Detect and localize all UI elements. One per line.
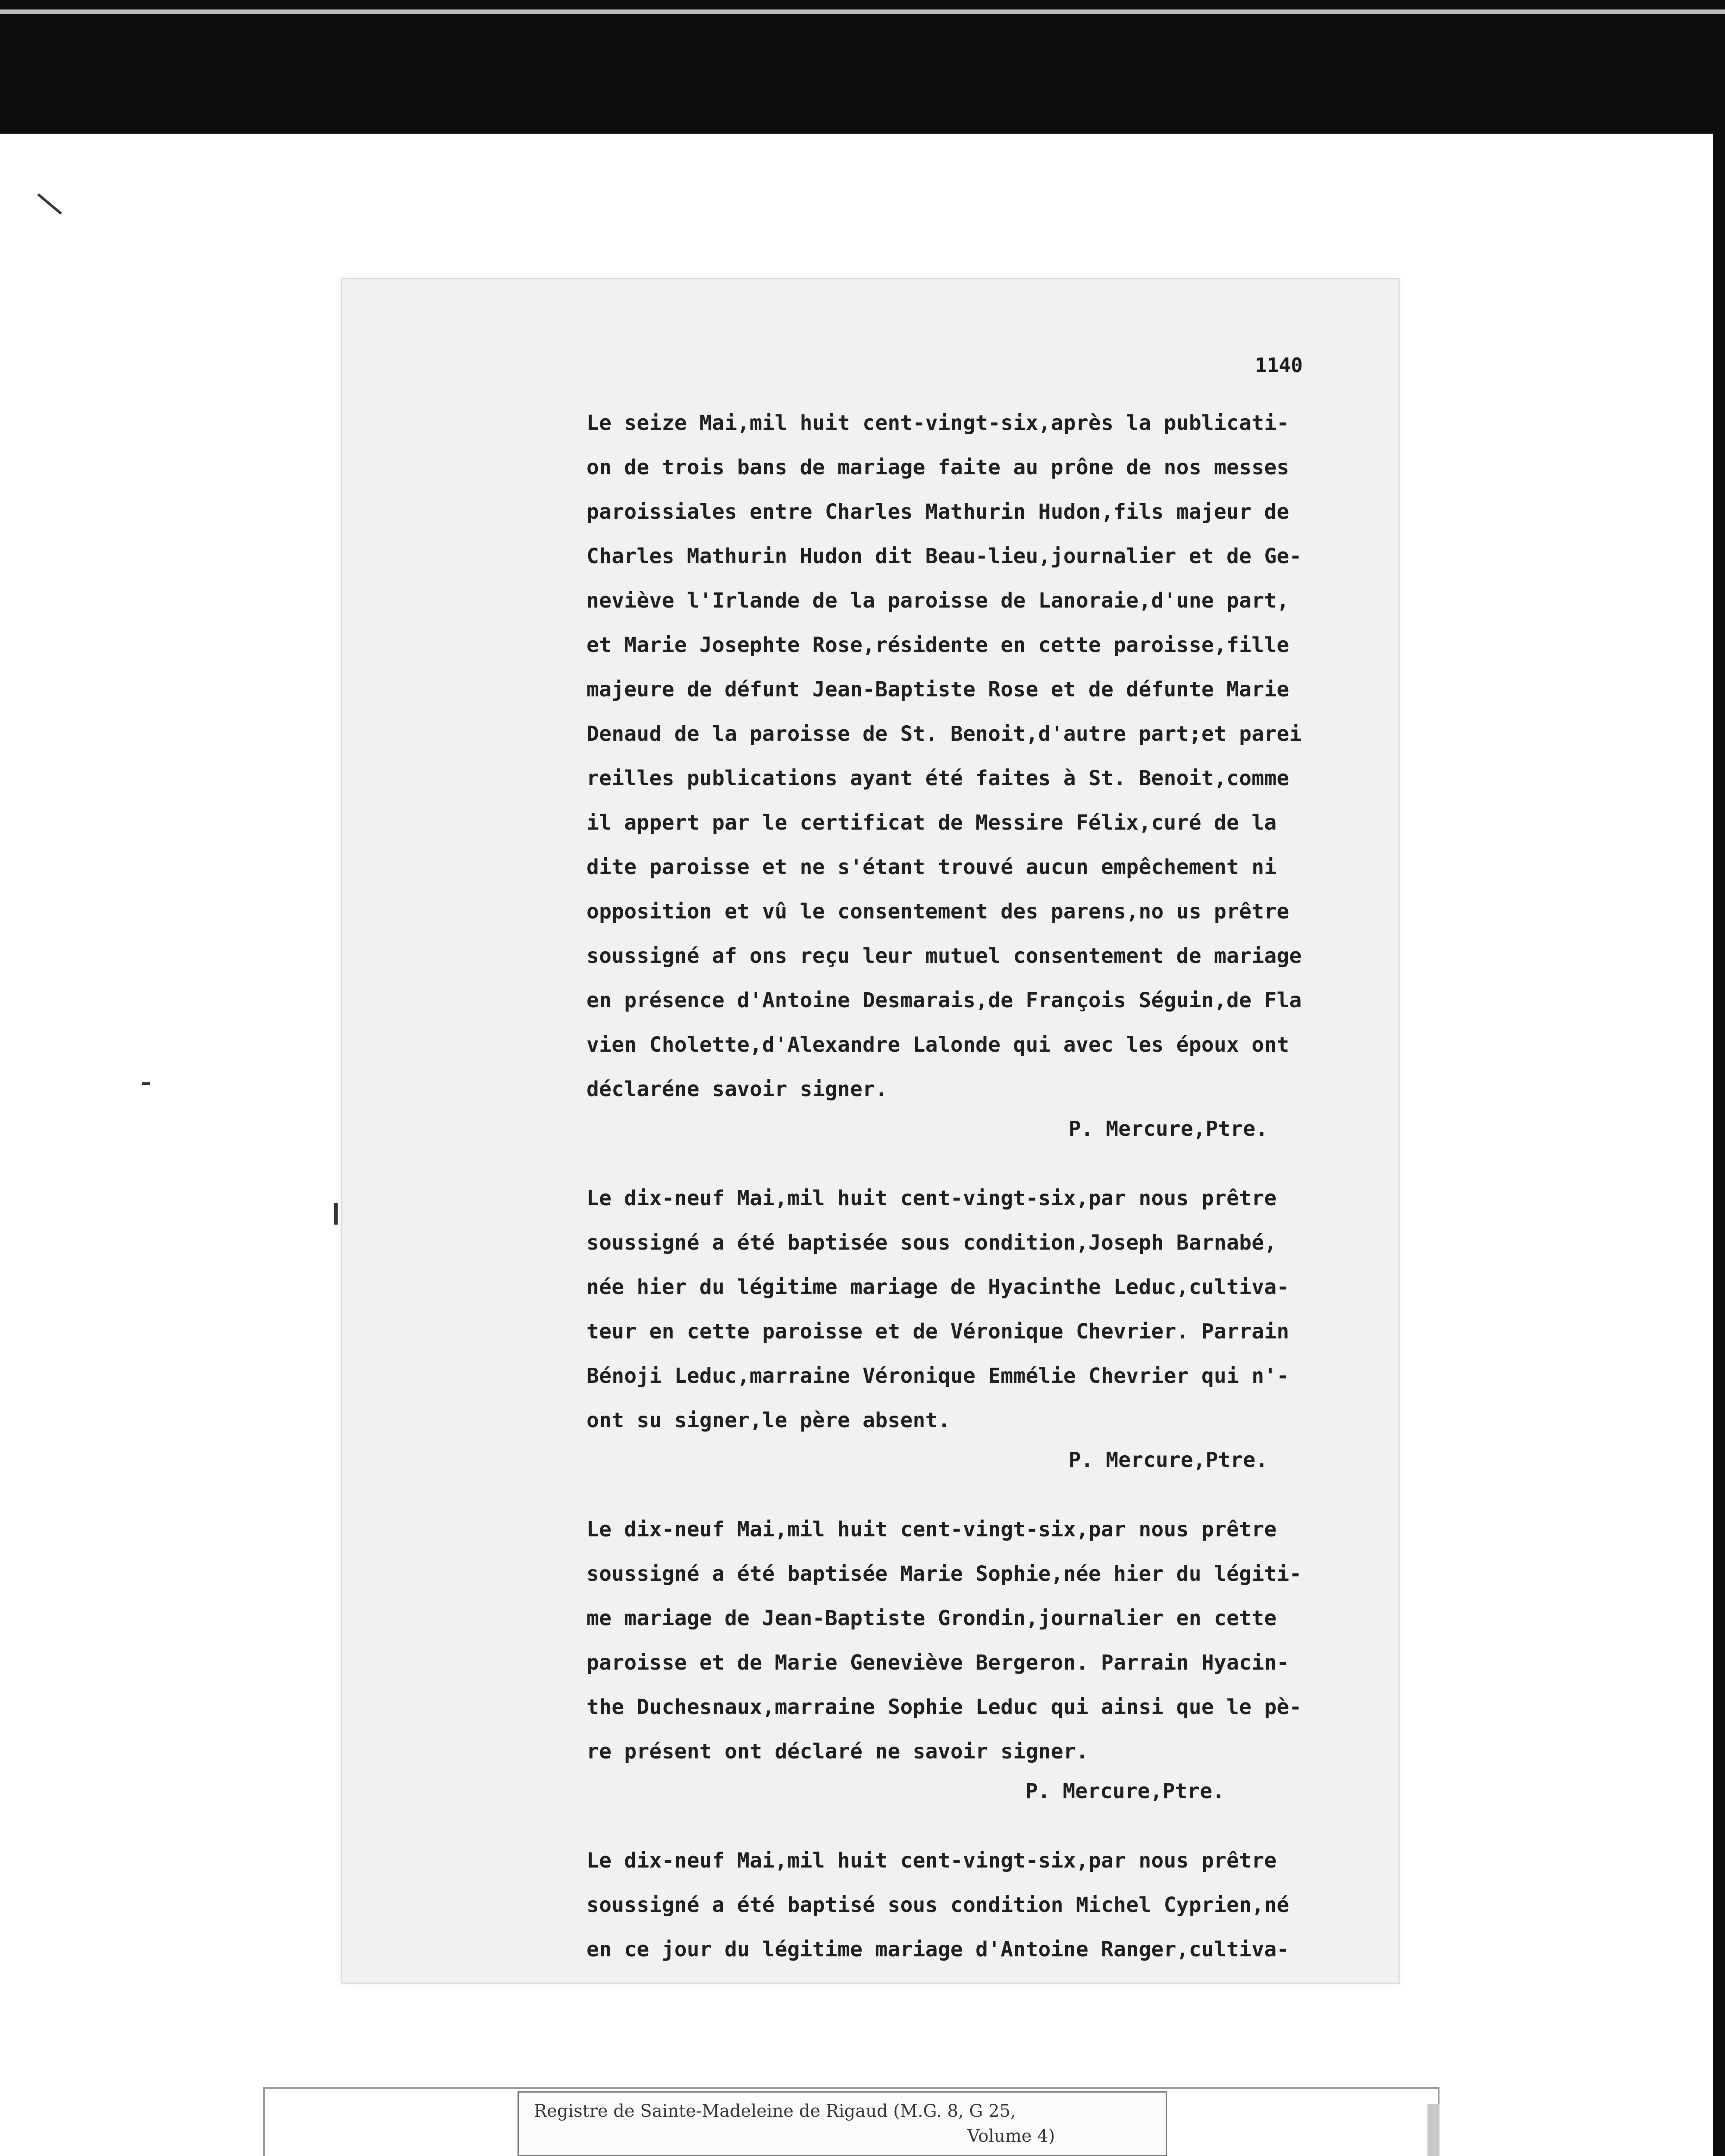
text-line: Le dix-neuf Mai,mil huit cent-vingt-six,par nous prêtre xyxy=(586,1186,1277,1210)
text-line: soussigné af ons reçu leur mutuel consentement de mariage xyxy=(586,944,1302,968)
text-line: Charles Mathurin Hudon dit Beau-lieu,journalier et de Ge- xyxy=(586,544,1302,568)
text-line: en ce jour du légitime mariage d'Antoine Ranger,cultiva- xyxy=(586,1937,1289,1962)
text-line: il appert par le certificat de Messire Félix,curé de la xyxy=(586,811,1277,835)
text-line: en présence d'Antoine Desmarais,de François Séguin,de Fla xyxy=(586,988,1302,1012)
text-line: ont su signer,le père absent. xyxy=(586,1408,950,1432)
film-edge-line xyxy=(0,9,1725,14)
text-line: dite paroisse et ne s'étant trouvé aucun empêchement ni xyxy=(586,855,1277,879)
text-line: the Duchesnaux,marraine Sophie Leduc qui ainsi que le pè- xyxy=(586,1695,1302,1719)
entry-separator xyxy=(586,1477,1354,1507)
film-top-border xyxy=(0,0,1725,134)
text-line: soussigné a été baptisé sous condition Michel Cyprien,né xyxy=(586,1893,1289,1917)
priest-signature: P. Mercure,Ptre. xyxy=(1025,1779,1225,1803)
margin-mark xyxy=(334,1203,338,1225)
text-line: soussigné a été baptisée Marie Sophie,née hier du légiti- xyxy=(586,1562,1302,1586)
text-line: paroissiales entre Charles Mathurin Hudon,fils majeur de xyxy=(586,500,1289,524)
page-number: 1140 xyxy=(1255,354,1303,377)
text-line: me mariage de Jean-Baptiste Grondin,journalier en cette xyxy=(586,1606,1277,1630)
baptism-entry xyxy=(586,1176,1354,1477)
entry-separator xyxy=(586,1146,1354,1176)
text-line: Le seize Mai,mil huit cent-vingt-six,après la publicati- xyxy=(586,411,1289,435)
text-line: vien Cholette,d'Alexandre Lalonde qui avec les époux ont xyxy=(586,1033,1289,1057)
label-line: Volume 4) xyxy=(967,2126,1055,2146)
text-line: reilles publications ayant été faites à St. Benoit,comme xyxy=(586,766,1289,790)
text-line: soussigné a été baptisée sous condition,Joseph Barnabé, xyxy=(586,1231,1277,1255)
priest-signature: P. Mercure,Ptre. xyxy=(1068,1448,1268,1472)
stamp-card-edge xyxy=(1427,2104,1440,2156)
baptism-entry xyxy=(586,1839,1354,1972)
text-line: Le dix-neuf Mai,mil huit cent-vingt-six,par nous prêtre xyxy=(586,1849,1277,1873)
text-line: teur en cette paroisse et de Véronique Chevrier. Parrain xyxy=(586,1319,1289,1344)
text-line: Bénoji Leduc,marraine Véronique Emmélie Chevrier qui n'- xyxy=(586,1364,1289,1388)
marriage-entry xyxy=(586,401,1354,1146)
text-line: on de trois bans de mariage faite au prône de nos messes xyxy=(586,455,1289,479)
text-line: majeure de défunt Jean-Baptiste Rose et de défunte Marie xyxy=(586,677,1289,702)
margin-mark xyxy=(142,1082,150,1085)
text-line: paroisse et de Marie Geneviève Bergeron. Parrain Hyacin- xyxy=(586,1651,1289,1675)
entry-separator xyxy=(586,1808,1354,1839)
label-line: Registre de Sainte-Madeleine de Rigaud (M.G. 8, G 25, xyxy=(534,2101,1016,2121)
text-line: neviève l'Irlande de la paroisse de Lanoraie,d'une part, xyxy=(586,589,1289,613)
film-right-border xyxy=(1713,134,1725,2156)
text-line: opposition et vû le consentement des parens,no us prêtre xyxy=(586,899,1289,924)
text-line: Denaud de la paroisse de St. Benoit,d'autre part;et parei xyxy=(586,722,1302,746)
text-line: née hier du légitime mariage de Hyacinthe Leduc,cultiva- xyxy=(586,1275,1289,1299)
text-line: et Marie Josephte Rose,résidente en cette paroisse,fille xyxy=(586,633,1289,657)
text-line: Le dix-neuf Mai,mil huit cent-vingt-six,par nous prêtre xyxy=(586,1517,1277,1542)
margin-mark xyxy=(37,193,62,215)
archive-reference-label xyxy=(518,2091,1167,2156)
register-entries xyxy=(586,401,1354,1972)
baptism-entry xyxy=(586,1507,1354,1808)
text-line: déclaréne savoir signer. xyxy=(586,1077,888,1101)
text-line: re présent ont déclaré ne savoir signer. xyxy=(586,1739,1088,1764)
priest-signature: P. Mercure,Ptre. xyxy=(1068,1117,1268,1141)
